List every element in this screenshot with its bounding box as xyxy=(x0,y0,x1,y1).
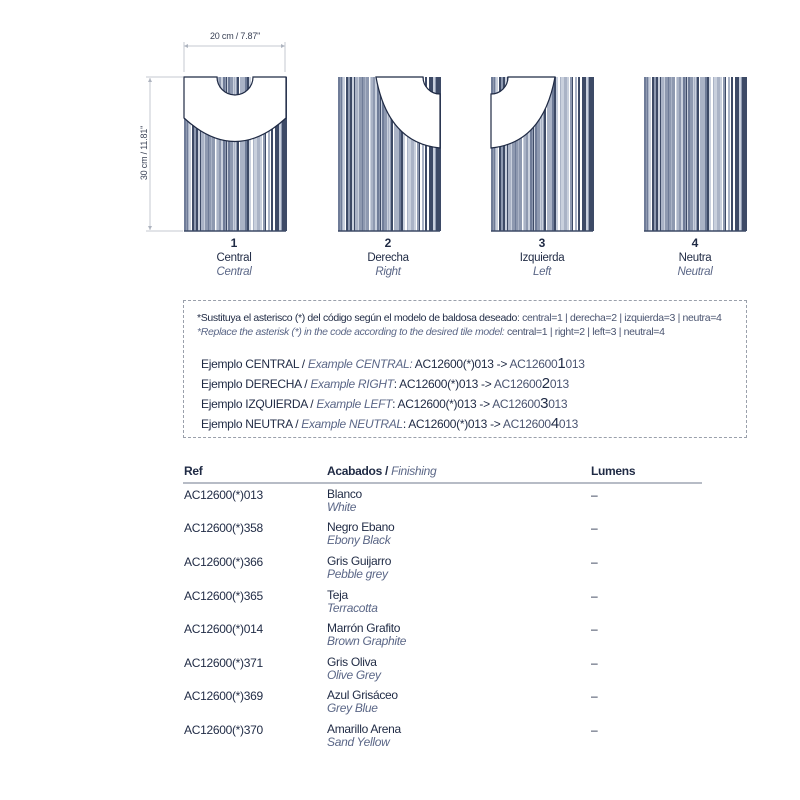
example-left xyxy=(201,395,567,412)
tile-stripe xyxy=(697,77,699,231)
tile-stripe xyxy=(730,77,731,231)
tile-stripe xyxy=(648,77,649,231)
tile-label-left xyxy=(487,236,597,279)
tile-stripe xyxy=(591,77,592,231)
cell-finish-en: White xyxy=(327,500,357,514)
cell-ref: AC12600(*)014 xyxy=(184,622,263,636)
tile-stripe xyxy=(737,77,739,231)
tile-stripe xyxy=(726,77,728,231)
tile-stripes xyxy=(338,77,441,231)
tile-stripe xyxy=(359,77,362,231)
example-result-digit: 3 xyxy=(540,395,549,412)
example-label-es: Ejemplo CENTRAL / xyxy=(201,357,308,371)
tile-stripe xyxy=(710,77,711,231)
tile-stripe xyxy=(358,77,359,231)
tile-stripe xyxy=(671,77,672,231)
tile-stripe xyxy=(728,77,730,231)
tile-stripe xyxy=(575,77,577,231)
tile-stripe xyxy=(694,77,695,231)
example-result-prefix: AC12600 xyxy=(509,357,558,371)
note-english xyxy=(197,326,665,338)
header-ref: Ref xyxy=(184,464,203,478)
table-row xyxy=(0,689,800,722)
tile-stripe xyxy=(693,77,694,231)
tile-name-es: Neutra xyxy=(678,252,712,264)
example-central xyxy=(201,355,585,372)
table-row xyxy=(0,521,800,554)
cell-lumens: – xyxy=(591,589,598,603)
cell-lumens: – xyxy=(591,555,598,569)
tile-stripe xyxy=(672,77,673,231)
header-divider xyxy=(183,482,702,484)
tile-stripe xyxy=(732,77,733,231)
cell-lumens: – xyxy=(591,656,598,670)
arrow-up-icon xyxy=(148,78,152,82)
tile-stripe xyxy=(675,77,676,231)
cell-ref: AC12600(*)371 xyxy=(184,656,263,670)
example-label-en: Example CENTRAL: xyxy=(307,357,413,371)
example-result-prefix: AC12600 xyxy=(493,377,542,391)
tile-stripe xyxy=(651,77,652,231)
tile-stripe xyxy=(652,77,654,231)
example-code: : AC12600(*)013 -> xyxy=(393,377,494,391)
tile-stripe xyxy=(367,77,369,231)
cell-finish-es: Gris Guijarro xyxy=(327,554,392,568)
tile-stripe xyxy=(669,77,671,231)
tile-stripe xyxy=(656,77,658,231)
example-right xyxy=(201,375,569,392)
tile-stripe xyxy=(362,77,363,231)
tile-name-en: Neutral xyxy=(677,266,713,278)
tile-stripe xyxy=(573,77,575,231)
tile-stripe xyxy=(702,77,705,231)
arrow-down-icon xyxy=(148,226,152,230)
example-label-es: Ejemplo DERECHA / xyxy=(201,377,311,391)
tile-stripe xyxy=(372,77,373,231)
cell-finish-en: Terracotta xyxy=(327,601,378,615)
cell-finish-es: Marrón Grafito xyxy=(327,621,401,635)
tile-stripe xyxy=(373,77,375,231)
tile-stripe xyxy=(558,77,560,231)
example-result-prefix: AC12600 xyxy=(502,417,551,431)
tile-stripe xyxy=(718,77,720,231)
tile-neutral-diagram xyxy=(643,76,747,232)
tile-stripe xyxy=(661,77,664,231)
example-result-suffix: 013 xyxy=(558,417,578,431)
tile-stripe xyxy=(646,77,647,231)
tile-stripe xyxy=(556,77,557,231)
tile-stripes xyxy=(184,77,287,231)
tile-stripe xyxy=(365,77,366,231)
tile-stripe xyxy=(578,77,579,231)
tile-stripe xyxy=(654,77,656,231)
tile-stripe xyxy=(579,77,580,231)
arrow-right-icon xyxy=(281,44,285,48)
example-result-digit: 4 xyxy=(550,415,559,432)
tile-stripe xyxy=(665,77,668,231)
tile-stripe xyxy=(589,77,591,231)
cell-lumens: – xyxy=(591,521,598,535)
tile-stripe xyxy=(731,77,732,231)
cell-ref: AC12600(*)358 xyxy=(184,521,263,535)
tile-stripe xyxy=(681,77,683,231)
cell-finish-en: Sand Yellow xyxy=(327,735,390,749)
note-en-prefix: *Replace the asterisk (*) in the code according to the desired tile model: xyxy=(197,326,505,338)
cell-ref: AC12600(*)013 xyxy=(184,488,263,502)
example-label-es: Ejemplo IZQUIERDA / xyxy=(201,397,317,411)
cell-finish-es: Blanco xyxy=(327,487,362,501)
cell-finish-es: Gris Oliva xyxy=(327,655,377,669)
tile-stripe xyxy=(570,77,572,231)
tile-number: 2 xyxy=(384,236,392,250)
tile-stripe xyxy=(355,77,358,231)
note-es-prefix: *Sustituya el asterisco (*) del código según el modelo de baldosa deseado xyxy=(197,312,518,324)
tile-stripe xyxy=(562,77,564,231)
example-label-en: Example RIGHT xyxy=(310,377,394,391)
tile-number: 1 xyxy=(230,236,238,250)
tile-stripe xyxy=(687,77,688,231)
tile-stripe xyxy=(677,77,678,231)
header-finishing-es: Acabados / xyxy=(327,464,392,478)
tile-stripe xyxy=(377,77,379,231)
tile-stripe xyxy=(696,77,697,231)
tile-stripe xyxy=(720,77,722,231)
table-row xyxy=(0,622,800,655)
note-es-values: : central=1 | derecha=2 | izquierda=3 | neutra=4 xyxy=(517,312,722,324)
cell-ref: AC12600(*)369 xyxy=(184,689,263,703)
note-en-values: central=1 | right=2 | left=3 | neutral=4 xyxy=(504,326,665,338)
tile-label-right xyxy=(333,236,443,279)
table-row xyxy=(0,555,800,588)
tile-stripe xyxy=(745,77,747,231)
cell-finish-en: Olive Grey xyxy=(327,668,381,682)
tile-stripe xyxy=(564,77,565,231)
tile-stripe xyxy=(660,77,661,231)
tile-central-diagram xyxy=(183,76,287,232)
tile-stripe xyxy=(658,77,660,231)
tile-stripe xyxy=(350,77,352,231)
tile-stripe xyxy=(695,77,696,231)
tile-stripe xyxy=(714,77,715,231)
tile-stripe xyxy=(342,77,343,231)
cell-finish-en: Brown Graphite xyxy=(327,634,407,648)
tile-stripe xyxy=(582,77,584,231)
example-code: : AC12600(*)013 -> xyxy=(392,397,493,411)
header-finishing-en: Finishing xyxy=(391,464,437,478)
tile-number: 3 xyxy=(538,236,546,250)
tile-name-es: Derecha xyxy=(367,252,409,264)
tile-name-es: Izquierda xyxy=(519,252,565,264)
example-label-en: Example NEUTRAL xyxy=(301,417,403,431)
tile-stripe xyxy=(644,77,646,231)
tile-stripe xyxy=(688,77,690,231)
example-result-suffix: 013 xyxy=(565,357,585,371)
tile-stripe xyxy=(685,77,686,231)
tile-stripe xyxy=(375,77,377,231)
arrow-left-icon xyxy=(184,44,188,48)
tile-stripe xyxy=(554,77,556,231)
tile-name-en: Central xyxy=(216,266,252,278)
tile-stripe xyxy=(676,77,677,231)
tile-stripe xyxy=(673,77,675,231)
tile-stripe xyxy=(679,77,681,231)
tile-stripe xyxy=(352,77,354,231)
tile-name-en: Right xyxy=(375,266,401,278)
tile-stripe xyxy=(742,77,744,231)
cell-finish-en: Pebble grey xyxy=(327,567,388,581)
tile-stripe xyxy=(683,77,685,231)
width-label: 20 cm / 7.87" xyxy=(210,31,261,41)
tile-stripe xyxy=(348,77,350,231)
tile-stripe xyxy=(340,77,341,231)
tile-stripe xyxy=(346,77,348,231)
tile-stripe xyxy=(345,77,346,231)
height-label: 30 cm / 11.81" xyxy=(139,125,149,181)
tile-stripe xyxy=(744,77,745,231)
table-row xyxy=(0,488,800,521)
tile-stripe xyxy=(569,77,570,231)
table-row xyxy=(0,589,800,622)
tile-stripe xyxy=(557,77,558,231)
tile-stripe xyxy=(715,77,717,231)
tile-stripe xyxy=(717,77,718,231)
code-note-box xyxy=(183,300,747,438)
tile-stripe xyxy=(678,77,679,231)
cell-finish-es: Negro Ebano xyxy=(327,520,395,534)
cell-ref: AC12600(*)370 xyxy=(184,723,263,737)
tile-stripe xyxy=(713,77,714,231)
tile-stripe xyxy=(741,77,742,231)
tile-stripe xyxy=(560,77,561,231)
tile-stripes xyxy=(644,77,747,231)
example-code: : AC12600(*)013 -> xyxy=(402,417,503,431)
tile-stripe xyxy=(709,77,710,231)
tile-stripe xyxy=(735,77,737,231)
cell-lumens: – xyxy=(591,689,598,703)
tile-stripe xyxy=(649,77,651,231)
tile-stripe xyxy=(690,77,693,231)
cell-finish-es: Teja xyxy=(327,588,348,602)
tile-stripe xyxy=(370,77,371,231)
example-result-suffix: 013 xyxy=(548,397,568,411)
tile-stripe xyxy=(586,77,587,231)
cell-ref: AC12600(*)366 xyxy=(184,555,263,569)
tile-stripe xyxy=(338,77,340,231)
cell-ref: AC12600(*)365 xyxy=(184,589,263,603)
tile-stripe xyxy=(699,77,700,231)
cell-lumens: – xyxy=(591,723,598,737)
cell-finish-en: Ebony Black xyxy=(327,533,391,547)
tile-stripe xyxy=(580,77,582,231)
tile-label-neutral xyxy=(640,236,750,279)
tile-right-diagram xyxy=(337,76,441,232)
tile-stripe xyxy=(341,77,342,231)
tile-stripe xyxy=(588,77,589,231)
cell-finish-es: Azul Grisáceo xyxy=(327,688,398,702)
tile-stripe xyxy=(705,77,707,231)
note-spanish xyxy=(197,312,721,324)
tile-name-es: Central xyxy=(216,252,252,264)
header-finishing xyxy=(327,464,436,478)
tile-stripe xyxy=(668,77,669,231)
tile-number: 4 xyxy=(691,236,699,250)
header-lumens: Lumens xyxy=(591,464,636,478)
tile-stripe xyxy=(577,77,578,231)
tile-stripe xyxy=(733,77,735,231)
tile-stripe xyxy=(366,77,367,231)
cell-finish-es: Amarillo Arena xyxy=(327,722,401,736)
tile-stripe xyxy=(739,77,740,231)
tile-stripe xyxy=(592,77,594,231)
tile-label-central xyxy=(179,236,289,279)
table-row xyxy=(0,656,800,689)
example-code: AC12600(*)013 -> xyxy=(412,357,510,371)
tile-stripe xyxy=(740,77,741,231)
table-row xyxy=(0,723,800,756)
tile-stripe xyxy=(664,77,665,231)
tile-stripe xyxy=(572,77,573,231)
cell-lumens: – xyxy=(591,488,598,502)
tile-stripe xyxy=(722,77,723,231)
example-result-digit: 2 xyxy=(541,375,550,392)
example-neutral xyxy=(201,415,578,432)
cell-finish-en: Grey Blue xyxy=(327,701,378,715)
example-result-suffix: 013 xyxy=(549,377,569,391)
example-label-en: Example LEFT xyxy=(316,397,393,411)
tile-stripe xyxy=(343,77,345,231)
example-result-prefix: AC12600 xyxy=(492,397,541,411)
tile-stripe xyxy=(700,77,702,231)
tile-stripe xyxy=(552,77,554,231)
tile-stripe xyxy=(587,77,588,231)
tile-stripe xyxy=(354,77,355,231)
tile-stripe xyxy=(647,77,648,231)
tile-name-en: Left xyxy=(533,266,551,278)
tile-stripes xyxy=(491,77,594,231)
tile-stripe xyxy=(363,77,365,231)
tile-stripe xyxy=(369,77,370,231)
tile-stripe xyxy=(379,77,380,231)
tile-stripe xyxy=(561,77,562,231)
tile-stripe xyxy=(380,77,381,231)
tile-stripe xyxy=(725,77,726,231)
example-label-es: Ejemplo NEUTRA / xyxy=(201,417,302,431)
tile-stripe xyxy=(707,77,709,231)
example-result-digit: 1 xyxy=(557,355,566,372)
tile-stripe xyxy=(584,77,586,231)
tile-stripe xyxy=(711,77,713,231)
tile-stripe xyxy=(686,77,687,231)
tile-stripe xyxy=(565,77,567,231)
tile-stripe xyxy=(723,77,725,231)
tile-left-diagram xyxy=(490,76,594,232)
tile-stripe xyxy=(567,77,569,231)
tile-stripe xyxy=(371,77,372,231)
cell-lumens: – xyxy=(591,622,598,636)
